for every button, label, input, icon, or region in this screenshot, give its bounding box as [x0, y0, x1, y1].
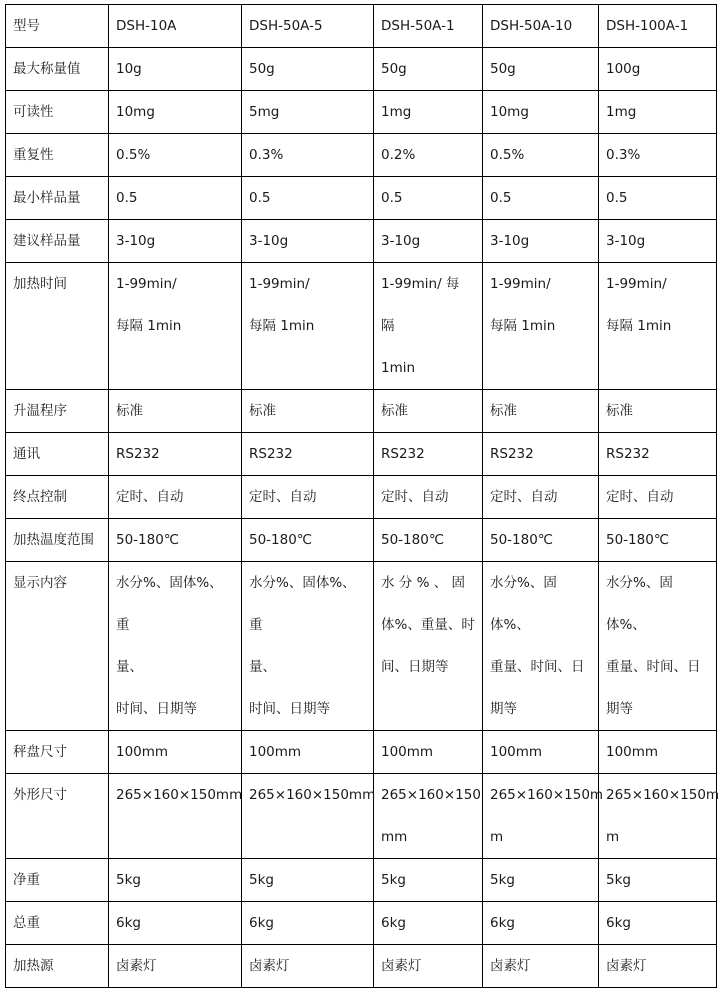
- row-label: [6, 859, 109, 902]
- table-cell: [109, 476, 242, 519]
- table-cell: [599, 519, 717, 562]
- cell-line: 1-99min/: [606, 276, 667, 292]
- row-label: [6, 263, 109, 390]
- cell-line: 1-99min/: [116, 276, 177, 292]
- cell-line: 1-99min/: [490, 276, 551, 292]
- table-cell: [242, 902, 374, 945]
- table-cell: [599, 390, 717, 433]
- cell-line: RS232: [381, 446, 425, 462]
- table-cell: [242, 91, 374, 134]
- table-cell: [242, 519, 374, 562]
- cell-line: 3-10g: [490, 233, 530, 249]
- row-label: [6, 48, 109, 91]
- table-cell: [483, 433, 599, 476]
- table-cell: [483, 263, 599, 390]
- row-label: [6, 433, 109, 476]
- header-text: DSH-50A-1: [381, 18, 455, 34]
- header-model-4: [483, 5, 599, 48]
- table-cell: [599, 91, 717, 134]
- cell-line: 1mg: [381, 104, 412, 120]
- row-label: [6, 562, 109, 731]
- table-row: [6, 91, 717, 134]
- table-row: [6, 859, 717, 902]
- header-model-label: [6, 5, 109, 48]
- table-cell: [599, 476, 717, 519]
- table-cell: [109, 859, 242, 902]
- row-label: [6, 134, 109, 177]
- table-cell: [109, 774, 242, 859]
- table-cell: [599, 220, 717, 263]
- cell-line: RS232: [606, 446, 650, 462]
- cell-line: 100g: [606, 61, 641, 77]
- row-label-text: 加热时间: [13, 276, 67, 292]
- cell-line: 0.3%: [606, 147, 641, 163]
- cell-line: 卤素灯: [249, 958, 290, 974]
- cell-line: 标准: [116, 403, 143, 419]
- table-cell: [242, 476, 374, 519]
- cell-line: 265×160×150mm: [116, 787, 243, 803]
- cell-line: RS232: [116, 446, 160, 462]
- row-label: [6, 220, 109, 263]
- table-cell: [483, 859, 599, 902]
- cell-line: 定时、自动: [381, 489, 449, 505]
- cell-line: 10mg: [490, 104, 529, 120]
- cell-line: 定时、自动: [249, 489, 317, 505]
- cell-line: 卤素灯: [116, 958, 157, 974]
- table-cell: [483, 177, 599, 220]
- cell-line: 10g: [116, 61, 142, 77]
- table-cell: [242, 731, 374, 774]
- table-cell: [374, 433, 483, 476]
- spec-table-body: [6, 5, 720, 988]
- table-cell: [374, 263, 483, 390]
- table-cell: [374, 731, 483, 774]
- cell-line: 0.3%: [249, 147, 284, 163]
- table-row: [6, 945, 717, 988]
- cell-line: 定时、自动: [606, 489, 674, 505]
- cell-line: 每隔 1min: [249, 318, 315, 334]
- cell-line: 50-180℃: [490, 532, 553, 548]
- table-cell: [109, 263, 242, 390]
- table-cell: [242, 945, 374, 988]
- row-label-text: 总重: [13, 915, 40, 931]
- row-label-text: 显示内容: [13, 575, 67, 591]
- spec-table: [5, 4, 720, 988]
- cell-line: 5mg: [249, 104, 280, 120]
- cell-line: 0.5: [381, 190, 403, 206]
- cell-line: 265×160×150: [381, 787, 481, 803]
- table-cell: [483, 774, 604, 859]
- cell-line: 5kg: [381, 872, 406, 888]
- table-cell: [599, 177, 717, 220]
- cell-line: 50-180℃: [249, 532, 312, 548]
- cell-line: 6kg: [116, 915, 141, 931]
- cell-line: 50g: [381, 61, 407, 77]
- cell-line: 5kg: [606, 872, 631, 888]
- table-cell: [483, 519, 599, 562]
- cell-line: 50-180℃: [116, 532, 179, 548]
- table-cell: [374, 177, 483, 220]
- cell-line: 每隔 1min: [606, 318, 672, 334]
- header-text: DSH-10A: [116, 18, 177, 34]
- cell-line: 标准: [606, 403, 633, 419]
- cell-line: 100mm: [490, 744, 543, 760]
- table-row: [6, 263, 717, 390]
- table-cell: [109, 390, 242, 433]
- table-cell: [242, 177, 374, 220]
- cell-line: 1-99min/: [249, 276, 310, 292]
- cell-line: 5kg: [490, 872, 515, 888]
- table-cell: [374, 774, 483, 859]
- table-cell: [483, 562, 599, 731]
- table-cell: [374, 562, 483, 731]
- cell-line: mm: [381, 829, 408, 845]
- cell-line: 1mg: [606, 104, 637, 120]
- table-row: [6, 433, 717, 476]
- table-cell: [599, 731, 717, 774]
- cell-line: 量、: [249, 659, 276, 675]
- cell-line: 50g: [249, 61, 275, 77]
- cell-line: 卤素灯: [490, 958, 531, 974]
- row-label: [6, 390, 109, 433]
- table-row: [6, 48, 717, 91]
- row-label: [6, 519, 109, 562]
- cell-line: 0.5: [490, 190, 512, 206]
- row-label: [6, 177, 109, 220]
- cell-line: RS232: [249, 446, 293, 462]
- table-cell: [599, 774, 720, 859]
- row-label: [6, 945, 109, 988]
- cell-line: 6kg: [381, 915, 406, 931]
- table-header-row: [6, 5, 717, 48]
- cell-line: 10mg: [116, 104, 155, 120]
- row-label-text: 加热温度范围: [13, 532, 94, 548]
- cell-line: 0.5%: [490, 147, 525, 163]
- table-row: [6, 476, 717, 519]
- cell-line: 50-180℃: [381, 532, 444, 548]
- cell-line: 水 分 % 、 固: [381, 575, 465, 591]
- cell-line: 标准: [490, 403, 517, 419]
- table-cell: [242, 774, 374, 859]
- table-row: [6, 902, 717, 945]
- table-cell: [242, 220, 374, 263]
- table-cell: [374, 945, 483, 988]
- cell-line: 时间、日期等: [116, 701, 197, 717]
- table-cell: [374, 48, 483, 91]
- cell-line: 265×160×150m: [606, 787, 720, 803]
- table-cell: [374, 91, 483, 134]
- table-cell: [109, 48, 242, 91]
- table-cell: [483, 902, 599, 945]
- cell-line: 期等: [606, 701, 633, 717]
- table-cell: [483, 134, 599, 177]
- cell-line: 间、日期等: [381, 659, 449, 675]
- table-cell: [242, 859, 374, 902]
- table-row: [6, 390, 717, 433]
- row-label: [6, 91, 109, 134]
- row-label-text: 秤盘尺寸: [13, 744, 67, 760]
- table-cell: [109, 731, 242, 774]
- table-cell: [483, 48, 599, 91]
- cell-line: 标准: [381, 403, 408, 419]
- table-cell: [242, 390, 374, 433]
- header-model-3: [374, 5, 483, 48]
- header-text: DSH-50A-10: [490, 18, 573, 34]
- cell-line: 1min: [381, 360, 416, 376]
- table-cell: [374, 390, 483, 433]
- cell-line: 3-10g: [116, 233, 156, 249]
- header-text: DSH-50A-5: [249, 18, 323, 34]
- table-cell: [483, 91, 599, 134]
- row-label-text: 加热源: [13, 958, 54, 974]
- table-cell: [599, 562, 717, 731]
- cell-line: 0.5: [116, 190, 138, 206]
- table-cell: [109, 945, 242, 988]
- table-cell: [483, 220, 599, 263]
- table-cell: [242, 134, 374, 177]
- cell-line: 量、: [116, 659, 143, 675]
- cell-line: RS232: [490, 446, 534, 462]
- cell-line: 水分%、固体%、重: [116, 575, 223, 633]
- header-text: 型号: [13, 18, 40, 34]
- cell-line: 3-10g: [606, 233, 646, 249]
- row-label-text: 外形尺寸: [13, 787, 67, 803]
- cell-line: 期等: [490, 701, 517, 717]
- cell-line: 3-10g: [381, 233, 421, 249]
- cell-line: 重量、时间、日: [606, 659, 701, 675]
- cell-line: 265×160×150m: [490, 787, 604, 803]
- cell-line: 0.5: [606, 190, 628, 206]
- table-row: [6, 731, 717, 774]
- cell-line: 6kg: [249, 915, 274, 931]
- cell-line: 6kg: [490, 915, 515, 931]
- row-label-text: 通讯: [13, 446, 40, 462]
- row-label-text: 最小样品量: [13, 190, 81, 206]
- table-cell: [374, 519, 483, 562]
- row-label-text: 重复性: [13, 147, 54, 163]
- row-label-text: 净重: [13, 872, 40, 888]
- table-cell: [109, 91, 242, 134]
- table-cell: [374, 902, 483, 945]
- table-row: [6, 774, 717, 859]
- table-cell: [242, 48, 374, 91]
- cell-line: 100mm: [606, 744, 659, 760]
- table-cell: [599, 902, 717, 945]
- table-row: [6, 134, 717, 177]
- table-cell: [599, 134, 717, 177]
- table-cell: [599, 48, 717, 91]
- table-cell: [242, 263, 374, 390]
- table-cell: [109, 177, 242, 220]
- cell-line: 水分%、固体%、: [606, 575, 673, 633]
- header-model-5: [599, 5, 717, 48]
- table-cell: [599, 263, 717, 390]
- cell-line: 水分%、固体%、重: [249, 575, 356, 633]
- table-cell: [242, 433, 374, 476]
- table-cell: [109, 134, 242, 177]
- row-label-text: 升温程序: [13, 403, 67, 419]
- table-cell: [483, 945, 599, 988]
- table-cell: [242, 562, 374, 731]
- table-cell: [109, 519, 242, 562]
- row-label: [6, 476, 109, 519]
- table-cell: [109, 220, 242, 263]
- cell-line: 卤素灯: [606, 958, 647, 974]
- cell-line: 重量、时间、日: [490, 659, 585, 675]
- table-cell: [374, 859, 483, 902]
- cell-line: 3-10g: [249, 233, 289, 249]
- cell-line: 卤素灯: [381, 958, 422, 974]
- cell-line: 体%、重量、时: [381, 617, 475, 633]
- header-model-1: [109, 5, 242, 48]
- table-cell: [483, 390, 599, 433]
- row-label: [6, 902, 109, 945]
- cell-line: 每隔 1min: [490, 318, 556, 334]
- header-model-2: [242, 5, 374, 48]
- table-cell: [483, 476, 599, 519]
- row-label: [6, 774, 109, 859]
- row-label-text: 最大称量值: [13, 61, 81, 77]
- cell-line: 5kg: [116, 872, 141, 888]
- cell-line: 50-180℃: [606, 532, 669, 548]
- table-cell: [109, 433, 242, 476]
- cell-line: 100mm: [381, 744, 434, 760]
- row-label: [6, 731, 109, 774]
- cell-line: 5kg: [249, 872, 274, 888]
- cell-line: 0.5: [249, 190, 271, 206]
- table-row: [6, 177, 717, 220]
- cell-line: 水分%、固体%、: [490, 575, 557, 633]
- row-label-text: 建议样品量: [13, 233, 81, 249]
- cell-line: 6kg: [606, 915, 631, 931]
- row-label-text: 终点控制: [13, 489, 67, 505]
- cell-line: m: [606, 829, 620, 845]
- table-cell: [374, 134, 483, 177]
- table-cell: [374, 220, 483, 263]
- table-cell: [374, 476, 483, 519]
- cell-line: 标准: [249, 403, 276, 419]
- cell-line: 1-99min/ 每 隔: [381, 276, 460, 334]
- cell-line: 0.2%: [381, 147, 416, 163]
- cell-line: 定时、自动: [116, 489, 184, 505]
- cell-line: 100mm: [116, 744, 169, 760]
- cell-line: 0.5%: [116, 147, 151, 163]
- table-cell: [483, 731, 599, 774]
- table-row: [6, 519, 717, 562]
- cell-line: m: [490, 829, 504, 845]
- header-text: DSH-100A-1: [606, 18, 689, 34]
- cell-line: 时间、日期等: [249, 701, 330, 717]
- table-row: [6, 562, 717, 731]
- table-cell: [109, 562, 242, 731]
- row-label-text: 可读性: [13, 104, 54, 120]
- table-cell: [599, 859, 717, 902]
- cell-line: 定时、自动: [490, 489, 558, 505]
- table-row: [6, 220, 717, 263]
- table-cell: [109, 902, 242, 945]
- table-cell: [599, 433, 717, 476]
- table-cell: [599, 945, 717, 988]
- cell-line: 每隔 1min: [116, 318, 182, 334]
- cell-line: 100mm: [249, 744, 302, 760]
- cell-line: 50g: [490, 61, 516, 77]
- cell-line: 265×160×150mm: [249, 787, 376, 803]
